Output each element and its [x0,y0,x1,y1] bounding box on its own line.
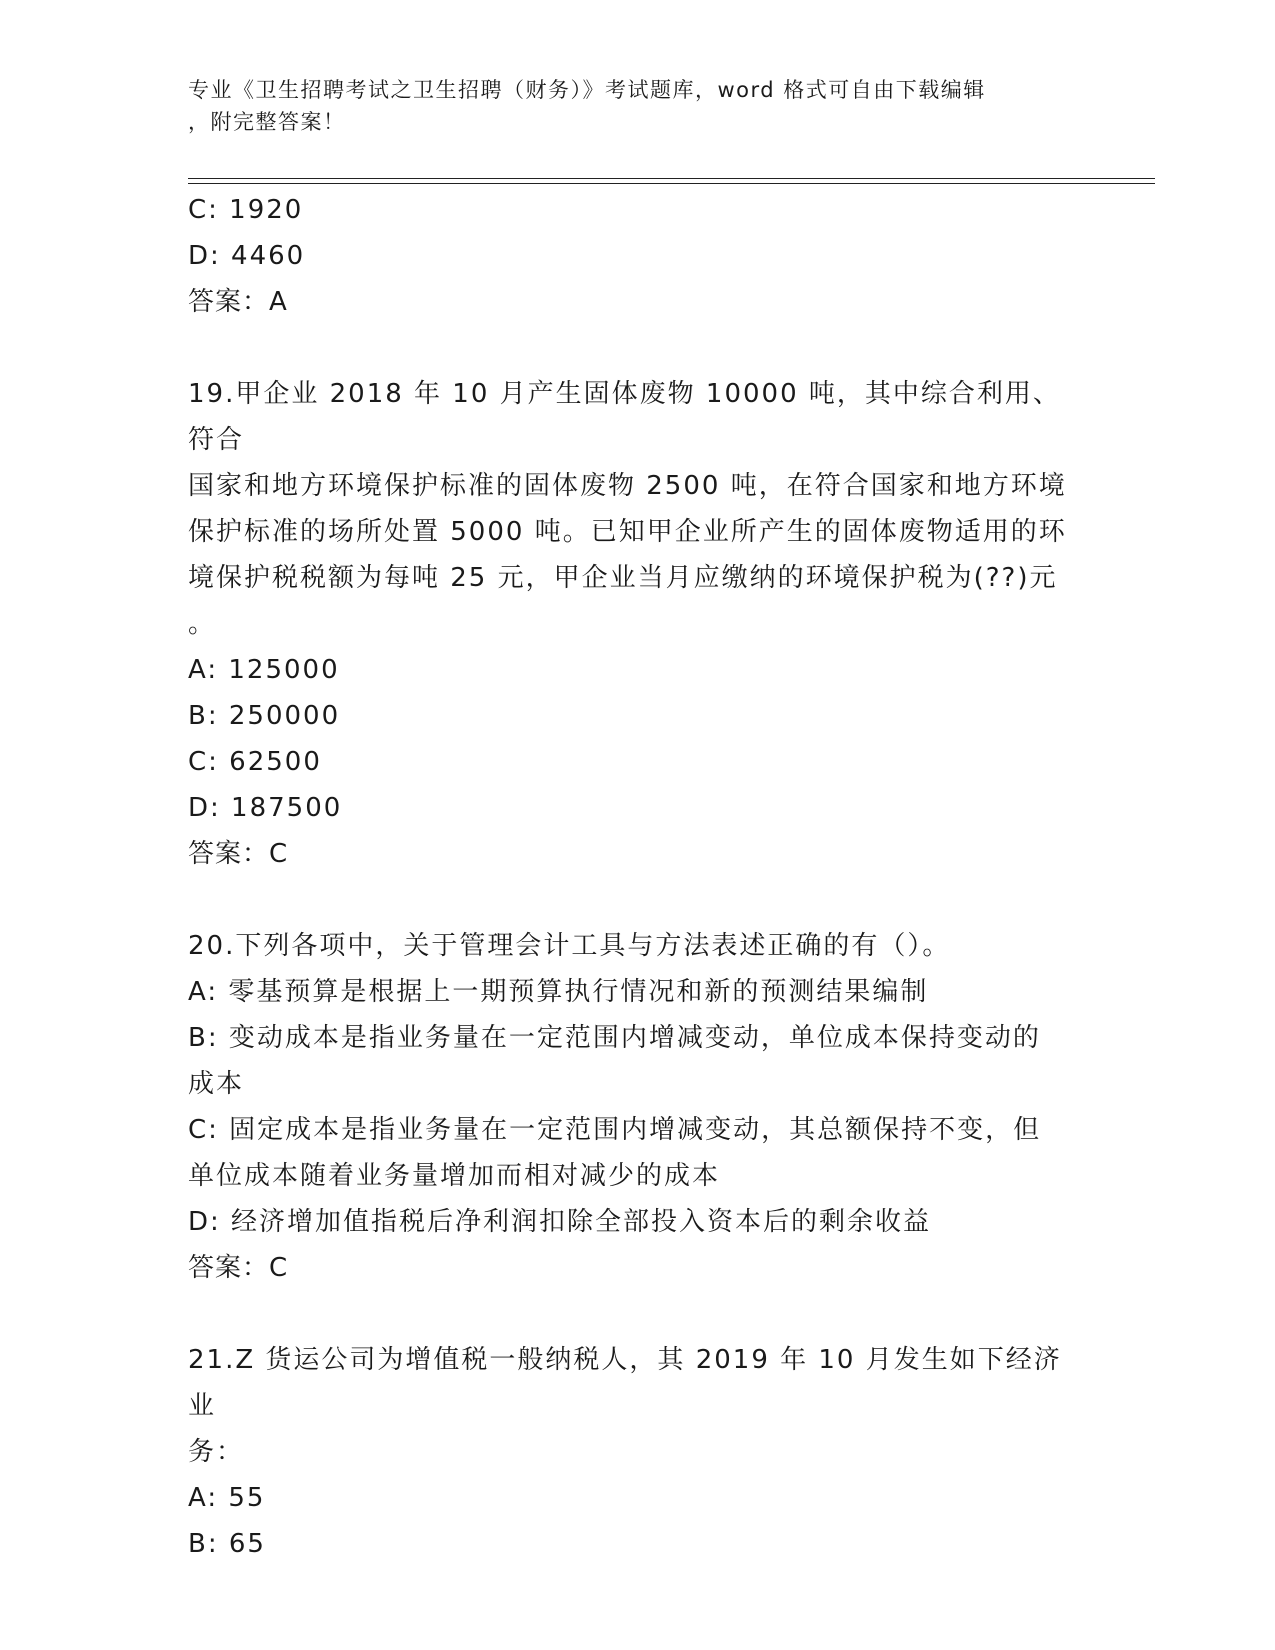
header-line-2: ，附完整答案！ [188,110,346,134]
q20-option-d: D: 经济增加值指税后净利润扣除全部投入资本后的剩余收益 [188,1207,932,1237]
q20-option-c-line-1: C: 固定成本是指业务量在一定范围内增减变动，其总额保持不变，但 [188,1115,1042,1145]
header-divider-top [188,178,1155,179]
q20-option-b-line-1: B: 变动成本是指业务量在一定范围内增减变动，单位成本保持变动的 [188,1023,1041,1053]
q19-option-d: D: 187500 [188,793,343,823]
q19-stem-line-4: 境保护税税额为每吨 25 元，甲企业当月应缴纳的环境保护税为(??)元 [188,563,1058,593]
q19-option-a: A: 125000 [188,655,340,685]
q21-stem-line-1: 21.Z 货运公司为增值税一般纳税人，其 2019 年 10 月发生如下经济业 [188,1345,1062,1421]
q18-option-c: C: 1920 [188,195,304,225]
q20-option-a: A: 零基预算是根据上一期预算执行情况和新的预测结果编制 [188,977,929,1007]
q19-option-c: C: 62500 [188,747,322,777]
q19-stem-line-1: 19.甲企业 2018 年 10 月产生固体废物 10000 吨，其中综合利用、符合 [188,379,1061,455]
q19-stem-line-2: 国家和地方环境保护标准的固体废物 2500 吨，在符合国家和地方环境 [188,471,1067,501]
spacer [188,325,1078,371]
question-21 [188,1337,1078,1567]
spacer [188,877,1078,923]
q21-option-a: A: 55 [188,1483,266,1513]
q18-answer: 答案：A [188,287,288,317]
header-line-1: 专业《卫生招聘考试之卫生招聘（财务）》考试题库，word 格式可自由下载编辑 [188,78,986,102]
q21-stem-line-2: 务： [188,1437,245,1467]
q20-stem: 20.下列各项中，关于管理会计工具与方法表述正确的有（）。 [188,931,951,961]
spacer [188,1291,1078,1337]
q18-option-d: D: 4460 [188,241,306,271]
q20-answer: 答案：C [188,1253,289,1283]
question-20 [188,923,1078,1291]
q20-option-c-line-2: 单位成本随着业务量增加而相对减少的成本 [188,1161,721,1191]
q19-option-b: B: 250000 [188,701,341,731]
q20-option-b-line-2: 成本 [188,1069,245,1099]
document-header [188,74,1088,138]
header-divider-bottom [188,183,1155,184]
question-19 [188,371,1078,877]
q19-stem-line-3: 保护标准的场所处置 5000 吨。已知甲企业所产生的固体废物适用的环 [188,517,1067,547]
q19-answer: 答案：C [188,839,289,869]
q21-option-b: B: 65 [188,1529,266,1559]
question-content [188,187,1078,1567]
q19-stem-line-5: 。 [188,609,217,639]
question-18-tail [188,187,1078,325]
